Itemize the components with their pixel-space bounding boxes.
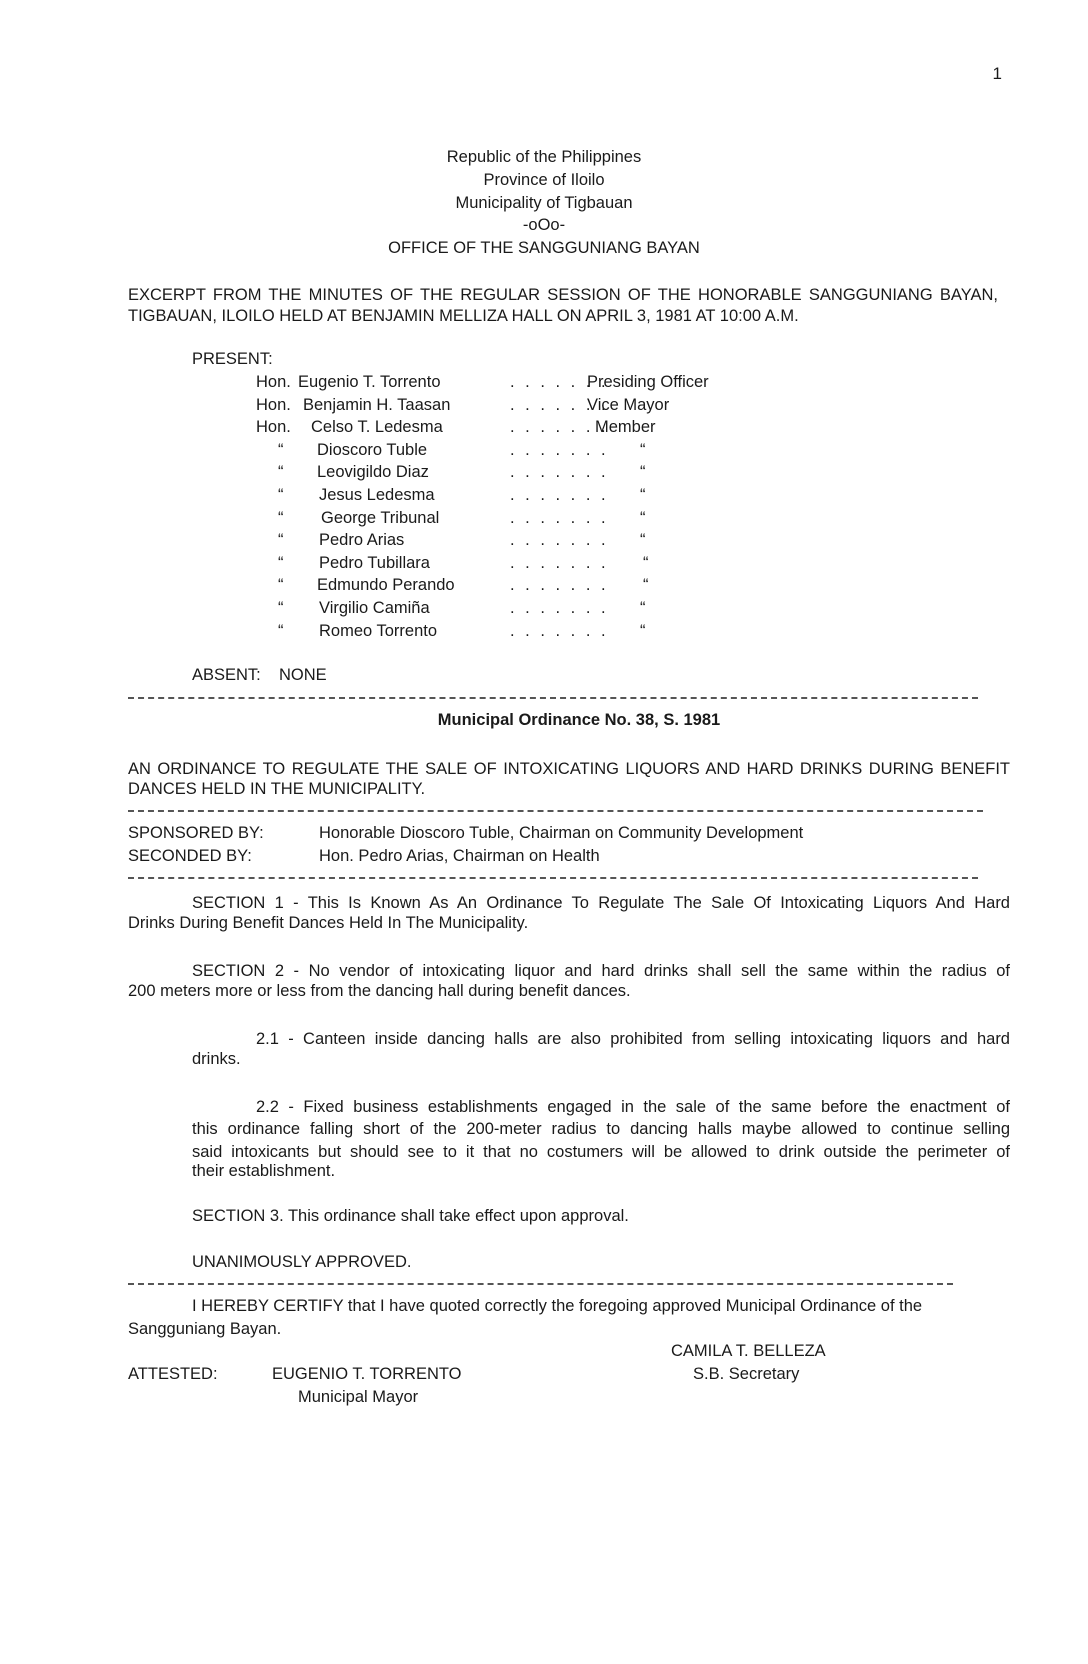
header-province: Province of Iloilo [483,171,605,189]
member-prefix: “ [278,576,284,595]
section-2-2-line-4: their establishment. [192,1162,336,1180]
ordinance-title: Municipal Ordinance No. 38, S. 1981 [437,711,721,729]
member-prefix: “ [278,621,284,640]
absent-value: NONE [279,666,327,684]
seconded-label: SECONDED BY: [128,847,252,865]
member-role: Member [595,418,656,437]
approval-status: UNANIMOUSLY APPROVED. [192,1253,412,1271]
member-leader-dots: . . . . . . . [510,486,609,504]
member-name: Pedro Arias [319,531,405,550]
secretary-title: S.B. Secretary [693,1365,800,1383]
member-leader-dots: . . . . . . . [510,463,609,482]
present-label: PRESENT: [192,350,273,368]
member-leader-dots: . . . . . . . [510,621,609,640]
excerpt-line-2: TIGBAUAN, ILOILO HELD AT BENJAMIN MELLIZA HALL ON APRIL 3, 1981 AT 10:00 A.M. [128,307,799,325]
member-role: “ [640,486,646,504]
member-role: “ [640,440,646,459]
section-2-line-1: SECTION 2 - No vendor of intoxicating liquor and hard drinks shall sell the same within the radius of [192,962,1010,980]
excerpt-line-1: EXCERPT FROM THE MINUTES OF THE REGULAR SESSION OF THE HONORABLE SANGGUNIANG BAYAN, [128,286,998,304]
member-prefix: “ [278,440,284,459]
member-leader-dots: . . . . . . . [510,553,609,572]
member-role: “ [640,599,646,617]
member-name: Celso T. Ledesma [311,418,443,437]
divider-1 [128,697,978,699]
member-prefix: “ [278,486,284,504]
mayor-title: Municipal Mayor [298,1388,419,1406]
member-name: Dioscoro Tuble [317,440,428,459]
member-prefix: “ [278,553,284,572]
member-leader-dots: . . . . . . . [510,576,609,595]
member-role: “ [643,576,649,595]
member-leader-dots: . . . . . . . [510,599,609,617]
member-name: Benjamin H. Taasan [303,395,451,414]
member-name: Edmundo Perando [317,576,455,595]
header-municipality: Municipality of Tigbauan [455,194,633,212]
section-2-2-line-3: said intoxicants but should see to it that no costumers will be allowed to drink outside the perimeter of [192,1143,1010,1161]
certification-line-2: Sangguniang Bayan. [128,1320,282,1338]
member-prefix: “ [278,531,284,550]
member-prefix: Hon. [256,395,291,414]
member-name: George Tribunal [321,508,440,527]
sponsored-value: Honorable Dioscoro Tuble, Chairman on Community Development [319,824,804,842]
divider-2 [128,810,983,812]
member-role: “ [640,508,646,527]
header-office: OFFICE OF THE SANGGUNIANG BAYAN [388,239,700,257]
absent-label: ABSENT: [192,666,261,684]
divider-4 [128,1283,953,1285]
header-republic: Republic of the Philippines [446,148,642,166]
member-prefix: “ [278,508,284,527]
member-leader-dots: . . . . . . . [510,508,609,527]
member-leader-dots: . . . . . . . [510,373,609,391]
ordinance-subject-line-2: DANCES HELD IN THE MUNICIPALITY. [128,780,426,798]
section-2-line-2: 200 meters more or less from the dancing hall during benefit dances. [128,982,631,1000]
member-prefix: “ [278,599,284,617]
section-2-2-line-2: this ordinance falling short of the 200-meter radius to dancing halls maybe allowed to continue selling [192,1120,1010,1138]
member-role: “ [640,621,646,640]
mayor-name: EUGENIO T. TORRENTO [272,1365,462,1383]
page-number: 1 [992,64,1002,83]
section-2-2-line-1: 2.2 - Fixed business establishments engaged in the sale of the same before the enactment of [256,1098,1010,1116]
member-name: Jesus Ledesma [319,486,435,504]
section-3: SECTION 3. This ordinance shall take effect upon approval. [192,1207,629,1225]
member-role: “ [640,531,646,550]
secretary-name: CAMILA T. BELLEZA [671,1342,826,1360]
seconded-value: Hon. Pedro Arias, Chairman on Health [319,847,600,865]
section-2-1-line-2: drinks. [192,1050,241,1068]
member-leader-dots: . . . . . . . [510,395,609,414]
divider-3 [128,877,978,879]
section-1-line-1: SECTION 1 - This Is Known As An Ordinance To Regulate The Sale Of Intoxicating Liquors And Hard [192,894,1010,912]
member-name: Romeo Torrento [319,621,438,640]
member-name: Virgilio Camiña [319,599,430,617]
member-leader-dots: . . . . . . . [510,531,609,550]
member-prefix: Hon. [256,418,291,437]
member-leader-dots: . . . . . . . [510,440,609,459]
member-leader-dots: . . . . . . . [510,418,609,437]
sponsored-label: SPONSORED BY: [128,824,264,842]
member-name: Pedro Tubillara [319,553,430,572]
attested-label: ATTESTED: [128,1365,218,1383]
member-role: Presiding Officer [587,373,709,391]
member-role: Vice Mayor [587,395,670,414]
member-name: Eugenio T. Torrento [298,373,441,391]
member-prefix: Hon. [256,373,291,391]
member-role: “ [640,463,646,482]
ordinance-subject-line-1: AN ORDINANCE TO REGULATE THE SALE OF INTOXICATING LIQUORS AND HARD DRINKS DURING BENEFIT [128,760,1010,778]
member-role: “ [643,553,649,572]
section-1-line-2: Drinks During Benefit Dances Held In The Municipality. [128,914,529,932]
section-2-1-line-1: 2.1 - Canteen inside dancing halls are also prohibited from selling intoxicating liquors and hard [256,1030,1010,1048]
member-prefix: “ [278,463,284,482]
certification-line-1: I HEREBY CERTIFY that I have quoted correctly the foregoing approved Municipal Ordinance of the [192,1297,923,1315]
header-separator: -oOo- [522,216,566,234]
member-name: Leovigildo Diaz [317,463,429,482]
